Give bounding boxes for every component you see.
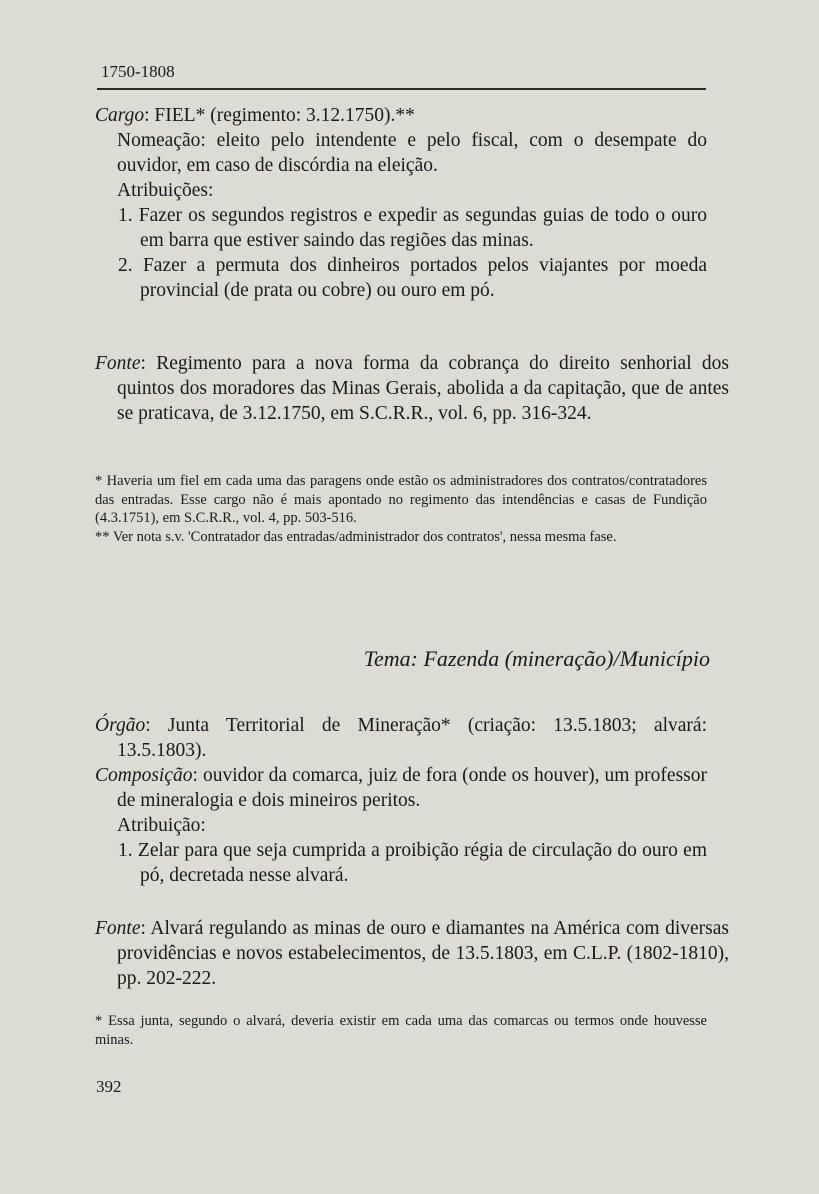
atribuicao-item: 1. Zelar para que seja cumprida a proibição régia de circulação do ouro em pó, decretada nesse alvará. [118, 840, 707, 886]
footnote: * Haveria um fiel em cada uma das paragens onde estão os administradores dos contratos/contratadores das entradas. Esse cargo não é mais apontado no regimento das intendências e casas de Fundição (4.3.1751), em S.C.R.R., vol. 4, pp. 503-516. [95, 473, 707, 526]
orgao-label: Órgão [95, 715, 146, 736]
theme-heading: Tema: Fazenda (mineração)/Município [363, 646, 710, 671]
fonte-label: Fonte [95, 918, 141, 939]
orgao-value: Junta Territorial de Mineração* (criação: 13.5.1803; alvará: 13.5.1803). [117, 715, 707, 761]
fonte-text: Alvará regulando as minas de ouro e diamantes na América com diversas providências e novos estabelecimentos, de 13.5.1803, em C.L.P. (1802-1810), pp. 202-222. [117, 918, 729, 989]
cargo-label: Cargo [95, 105, 145, 126]
cargo-value: FIEL* (regimento: 3.12.1750).** [154, 105, 415, 126]
composicao-line: Composição: ouvidor da comarca, juiz de fora (onde os houver), um professor de mineralogia e dois mineiros peritos. [95, 765, 707, 811]
nomeacao-text: Nomeação: eleito pelo intendente e pelo fiscal, com o desempate do ouvidor, em caso de discórdia na eleição. [117, 130, 707, 176]
footnote: ** Ver nota s.v. 'Contratador das entradas/administrador dos contratos', nessa mesma fase. [95, 528, 617, 545]
fonte-paragraph: Fonte: Alvará regulando as minas de ouro e diamantes na América com diversas providências e novos estabelecimentos, de 13.5.1803, em C.L.P. (1802-1810), pp. 202-222. [95, 918, 729, 989]
atribuicoes-label: Atribuições: [117, 180, 214, 201]
atribuicao-label: Atribuição: [117, 815, 206, 836]
running-header: 1750-1808 [101, 62, 175, 81]
section-fiel [95, 103, 707, 303]
cargo-line: Cargo: FIEL* (regimento: 3.12.1750).** [95, 105, 415, 126]
fonte-text: Regimento para a nova forma da cobrança do direito senhorial dos quintos dos moradores das Minas Gerais, abolida a da capitação, que de antes se praticava, de 3.12.1750, em S.C.R.R., vol. 6, pp. 316-324. [117, 353, 729, 424]
footnotes-2 [95, 1012, 707, 1049]
atribuicao-item: 2. Fazer a permuta dos dinheiros portados pelos viajantes por moeda provincial (de prata ou cobre) ou ouro em pó. [118, 255, 707, 301]
footnotes-1 [95, 472, 707, 546]
section-junta [95, 713, 707, 888]
composicao-label: Composição [95, 765, 193, 786]
header-rule [97, 88, 706, 90]
fonte-label: Fonte [95, 353, 141, 374]
atribuicao-item: 1. Fazer os segundos registros e expedir as segundas guias de todo o ouro em barra que estiver saindo das regiões das minas. [118, 205, 707, 251]
page-number: 392 [96, 1077, 122, 1096]
footnote: * Essa junta, segundo o alvará, deveria existir em cada uma das comarcas ou termos onde houvesse minas. [95, 1013, 707, 1048]
orgao-line: Órgão: Junta Territorial de Mineração* (criação: 13.5.1803; alvará: 13.5.1803). [95, 715, 707, 761]
composicao-value: ouvidor da comarca, juiz de fora (onde os houver), um professor de mineralogia e dois mineiros peritos. [117, 765, 707, 811]
fonte-paragraph: Fonte: Regimento para a nova forma da cobrança do direito senhorial dos quintos dos moradores das Minas Gerais, abolida a da capitação, que de antes se praticava, de 3.12.1750, em S.C.R.R., vol. 6, pp. 316-324. [95, 353, 729, 424]
